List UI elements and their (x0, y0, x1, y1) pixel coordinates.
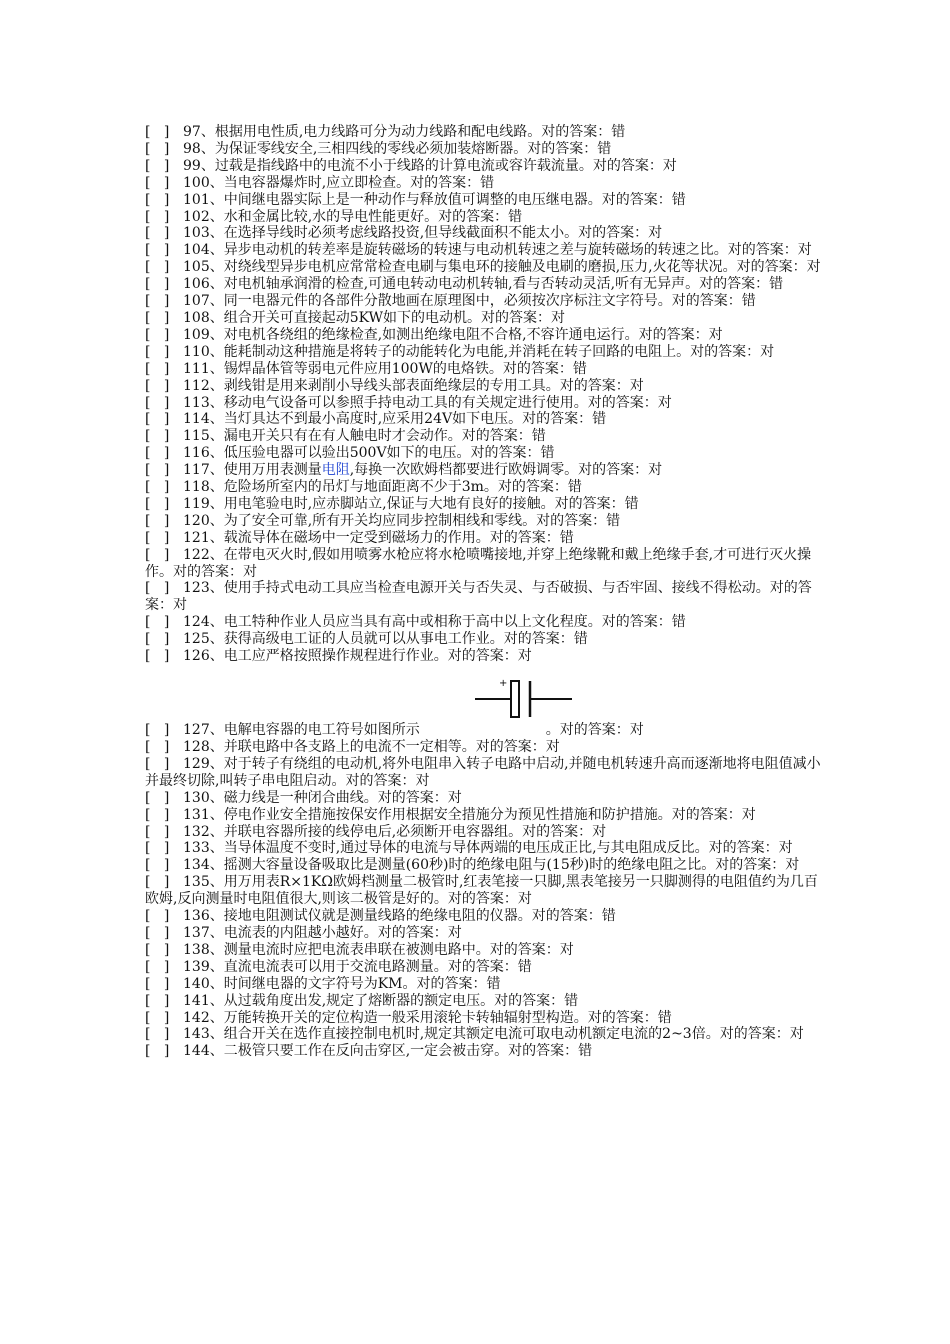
question-text: 118、危险场所室内的吊灯与地面距离不少于3m。对的答案：错 (183, 479, 582, 496)
answer-bracket: [ ] (145, 208, 170, 225)
question-text: 135、用万用表R×1KΩ欧姆档测量二极管时,红表笔接一只脚,黑表笔接另一只脚测得的电阻值约为几百欧姆,反向测量时电阻值很大,则该二极管是好的。对的答案：对 (145, 874, 818, 908)
question-item (145, 361, 825, 378)
question-text: 113、移动电气设备可以参照手持电动工具的有关规定进行使用。对的答案：对 (183, 394, 672, 411)
question-text: 111、锡焊晶体管等弱电元件应用100W的电烙铁。对的答案：错 (183, 360, 587, 377)
question-item (145, 293, 825, 310)
question-text: 138、测量电流时应把电流表串联在被测电路中。对的答案：对 (183, 941, 574, 958)
question-text: 140、时间继电器的文字符号为KM。对的答案：错 (183, 975, 501, 992)
answer-bracket: [ ] (145, 908, 170, 925)
answer-bracket: [ ] (145, 326, 170, 343)
question-text: 134、摇测大容量设备吸取比是测量(60秒)时的绝缘电阻与(15秒)时的绝缘电阻之比。对的答案：对 (183, 857, 800, 874)
question-item (145, 547, 825, 581)
answer-bracket: [ ] (145, 360, 170, 377)
question-item (145, 807, 825, 824)
question-text: 142、万能转换开关的定位构造一般采用滚轮卡转轴辐射型构造。对的答案：错 (183, 1009, 672, 1026)
question-item (145, 942, 825, 959)
question-item (145, 1010, 825, 1027)
answer-bracket: [ ] (145, 857, 170, 874)
answer-bracket: [ ] (145, 648, 170, 665)
question-text: 103、在选择导线时必须考虑线路投资,但导线截面积不能太小。对的答案：对 (183, 225, 663, 242)
question-text: 106、对电机轴承润滑的检查,可通电转动电动机转轴,看与否转动灵活,听有无异声。对的答案：错 (183, 276, 784, 293)
question-text: 97、根据用电性质,电力线路可分为动力线路和配电线路。对的答案：错 (183, 124, 626, 140)
answer-bracket: [ ] (145, 377, 170, 394)
question-text: 139、直流电流表可以用于交流电路测量。对的答案：错 (183, 958, 532, 975)
question-item (145, 124, 825, 141)
question-item (145, 462, 825, 479)
question-text: 。对的答案：对 (545, 722, 644, 739)
answer-bracket: [ ] (145, 631, 170, 648)
question-text: 143、组合开关在选作直接控制电机时,规定其额定电流可取电动机额定电流的2~3倍。对的答案：对 (183, 1026, 804, 1043)
question-item (145, 428, 825, 445)
answer-bracket: [ ] (145, 293, 170, 310)
question-item (145, 976, 825, 993)
answer-bracket: [ ] (145, 191, 170, 208)
question-item (145, 445, 825, 462)
answer-bracket: [ ] (145, 789, 170, 806)
answer-bracket: [ ] (145, 479, 170, 496)
question-text: 128、并联电路中各支路上的电流不一定相等。对的答案：对 (183, 739, 560, 755)
question-text: 98、为保证零线安全,三相四线的零线必须加装熔断器。对的答案：错 (183, 140, 612, 157)
answer-bracket: [ ] (145, 941, 170, 958)
question-item (145, 993, 825, 1010)
question-text: 105、对绕线型异步电机应常常检查电刷与集电环的接触及电刷的磨损,压力,火花等状况。对的答案：对 (183, 259, 821, 276)
question-item (145, 1043, 825, 1060)
question-item (145, 192, 825, 209)
question-text: 132、并联电容器所接的线停电后,必须断开电容器组。对的答案：对 (183, 823, 607, 840)
electrolytic-capacitor-symbol (471, 675, 576, 723)
question-item (145, 857, 825, 874)
question-item (145, 648, 825, 665)
answer-bracket: [ ] (145, 124, 170, 140)
question-item (145, 756, 825, 790)
question-item (145, 276, 825, 293)
question-text: 131、停电作业安全措施按保安作用根据安全措施分为预见性措施和防护措施。对的答案：对 (183, 806, 756, 823)
question-item (145, 242, 825, 259)
answer-bracket: [ ] (145, 823, 170, 840)
question-text: 109、对电机各绕组的绝缘检查,如测出绝缘电阻不合格,不容许通电运行。对的答案：对 (183, 326, 723, 343)
question-text: 112、剥线钳是用来剥削小导线头部表面绝缘层的专用工具。对的答案：对 (183, 377, 644, 394)
question-text: 115、漏电开关只有在有人触电时才会动作。对的答案：错 (183, 428, 546, 445)
question-text: 99、过载是指线路中的电流不小于线路的计算电流或容许载流量。对的答案：对 (183, 157, 677, 174)
question-text: 127、电解电容器的电工符号如图所示 (183, 722, 420, 739)
question-item (145, 310, 825, 327)
answer-bracket: [ ] (145, 1026, 170, 1043)
answer-bracket: [ ] (145, 140, 170, 157)
answer-bracket: [ ] (145, 580, 170, 597)
question-item (145, 479, 825, 496)
answer-bracket: [ ] (145, 992, 170, 1009)
answer-bracket: [ ] (145, 1043, 170, 1060)
answer-bracket: [ ] (145, 225, 170, 242)
question-item (145, 580, 825, 614)
question-text: 123、使用手持式电动工具应当检查电源开关与否失灵、与否破损、与否牢固、接线不得松动。对的答案：对 (145, 580, 812, 614)
question-item (145, 840, 825, 857)
question-text: 101、中间继电器实际上是一种动作与释放值可调整的电压继电器。对的答案：错 (183, 191, 686, 208)
question-item (145, 411, 825, 428)
question-text: 110、能耗制动这种措施是将转子的动能转化为电能,并消耗在转子回路的电阻上。对的答案：对 (183, 343, 775, 360)
question-item (145, 908, 825, 925)
question-item (145, 395, 825, 412)
answer-bracket: [ ] (145, 276, 170, 293)
answer-bracket: [ ] (145, 259, 170, 276)
question-item (145, 327, 825, 344)
question-text: 130、磁力线是一种闭合曲线。对的答案：对 (183, 789, 462, 806)
answer-bracket: [ ] (145, 512, 170, 529)
answer-bracket: [ ] (145, 411, 170, 428)
question-text: 114、当灯具达不到最小高度时,应采用24V如下电压。对的答案：错 (183, 411, 607, 428)
answer-bracket: [ ] (145, 309, 170, 326)
answer-bracket: [ ] (145, 755, 170, 772)
answer-bracket: [ ] (145, 174, 170, 191)
question-item (145, 874, 825, 908)
question-item (145, 259, 825, 276)
answer-bracket: [ ] (145, 495, 170, 512)
answer-bracket: [ ] (145, 445, 170, 462)
question-text: 108、组合开关可直接起动5KW如下的电动机。对的答案：对 (183, 309, 565, 326)
question-text: 100、当电容器爆炸时,应立即检查。对的答案：错 (183, 174, 495, 191)
answer-bracket: [ ] (145, 1009, 170, 1026)
question-text: 102、水和金属比较,水的导电性能更好。对的答案：错 (183, 208, 523, 225)
question-item (145, 739, 825, 756)
question-text: 122、在带电灭火时,假如用喷雾水枪应将水枪喷嘴接地,并穿上绝缘靴和戴上绝缘手套,才可进行灭火操作。对的答案：对 (145, 546, 812, 580)
question-item (145, 378, 825, 395)
answer-bracket: [ ] (145, 157, 170, 174)
question-text: 104、异步电动机的转差率是旋转磁场的转速与电动机转速之差与旋转磁场的转速之比。对的答案：对 (183, 242, 812, 259)
resistance-link[interactable]: 电阻 (321, 462, 350, 479)
question-list (145, 124, 825, 1060)
answer-bracket: [ ] (145, 840, 170, 857)
answer-bracket: [ ] (145, 242, 170, 259)
question-item (145, 1026, 825, 1043)
capacitor-positive-plate (511, 681, 519, 717)
question-text: 133、当导体温度不变时,通过导体的电流与导体两端的电压成正比,与其电阻成反比。对的答案：对 (183, 840, 793, 857)
question-text: 126、电工应严格按照操作规程进行作业。对的答案：对 (183, 648, 532, 665)
answer-bracket: [ ] (145, 806, 170, 823)
question-text: 141、从过载角度出发,规定了熔断器的额定电压。对的答案：错 (183, 992, 579, 1009)
question-item (145, 158, 825, 175)
question-item (145, 513, 825, 530)
question-item (145, 141, 825, 158)
question-text: 144、二极管只要工作在反向击穿区,一定会被击穿。对的答案：错 (183, 1043, 593, 1060)
question-text: 107、同一电器元件的各部件分散地画在原理图中，必须按次序标注文字符号。对的答案：错 (183, 293, 756, 310)
question-item (145, 790, 825, 807)
question-item (145, 614, 825, 631)
question-text: 117、使用万用表测量 (183, 462, 322, 479)
answer-bracket: [ ] (145, 462, 170, 479)
question-item (145, 225, 825, 242)
answer-bracket: [ ] (145, 958, 170, 975)
question-text: ,每换一次欧姆档都要进行欧姆调零。对的答案：对 (349, 462, 663, 479)
question-item (145, 824, 825, 841)
question-text: 120、为了安全可靠,所有开关均应同步控制相线和零线。对的答案：错 (183, 512, 621, 529)
question-text: 116、低压验电器可以验出500V如下的电压。对的答案：错 (183, 445, 555, 462)
question-item (145, 496, 825, 513)
answer-bracket: [ ] (145, 343, 170, 360)
answer-bracket: [ ] (145, 722, 170, 739)
question-text: 121、载流导体在磁场中一定受到磁场力的作用。对的答案：错 (183, 529, 574, 546)
question-text: 129、对于转子有绕组的电动机,将外电阻串入转子电路中启动,并随电机转速升高而逐渐地将电阻值减小并最终切除,叫转子串电阻启动。对的答案：对 (145, 755, 821, 789)
figure-question-row (145, 665, 825, 739)
question-item (145, 959, 825, 976)
answer-bracket: [ ] (145, 394, 170, 411)
answer-bracket: [ ] (145, 529, 170, 546)
question-text: 119、用电笔验电时,应赤脚站立,保证与大地有良好的接触。对的答案：错 (183, 495, 639, 512)
answer-bracket: [ ] (145, 924, 170, 941)
capacitor-plus-sign: + (499, 678, 508, 689)
answer-bracket: [ ] (145, 428, 170, 445)
question-item (145, 175, 825, 192)
question-item (145, 209, 825, 226)
question-text: 136、接地电阻测试仪就是测量线路的绝缘电阻的仪器。对的答案：错 (183, 908, 616, 925)
answer-bracket: [ ] (145, 739, 170, 755)
answer-bracket: [ ] (145, 546, 170, 563)
question-item (145, 925, 825, 942)
question-item (145, 344, 825, 361)
question-item (145, 722, 825, 739)
question-item (145, 631, 825, 648)
question-text: 125、获得高级电工证的人员就可以从事电工作业。对的答案：错 (183, 631, 588, 648)
answer-bracket: [ ] (145, 614, 170, 631)
question-text: 137、电流表的内阻越小越好。对的答案：对 (183, 924, 462, 941)
question-item (145, 530, 825, 547)
answer-bracket: [ ] (145, 874, 170, 891)
question-text: 124、电工特种作业人员应当具有高中或相称于高中以上文化程度。对的答案：错 (183, 614, 686, 631)
answer-bracket: [ ] (145, 975, 170, 992)
